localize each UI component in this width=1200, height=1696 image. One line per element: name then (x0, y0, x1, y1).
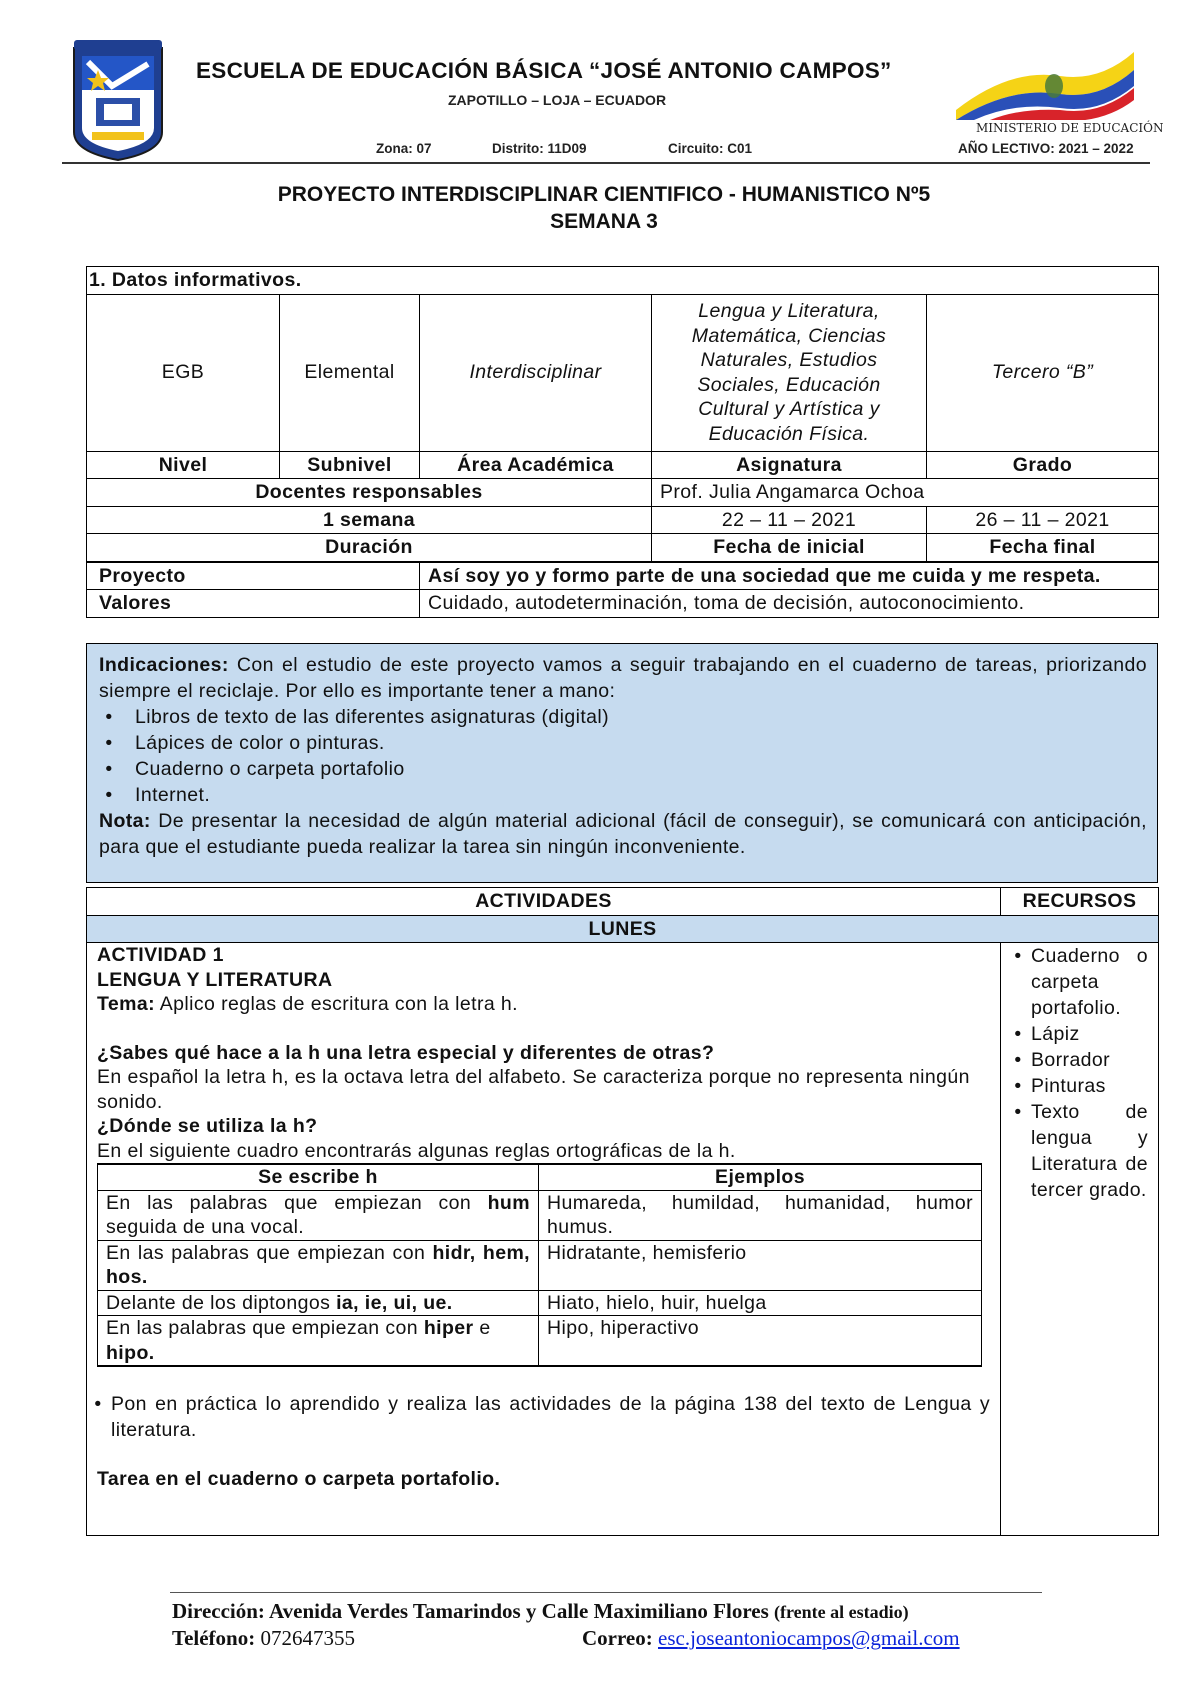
question-1: ¿Sabes qué hace a la h una letra especial y diferentes de otras? (97, 1041, 715, 1064)
indicaciones-box (86, 643, 1158, 883)
rule-bold: hipo. (106, 1341, 155, 1364)
ministerio-label: MINISTERIO DE EDUCACIÓN (976, 121, 1164, 135)
area-label: Área Académica (420, 451, 652, 479)
datos-informativos-table (86, 266, 1158, 618)
rule-examples: Hiato, hielo, huir, huelga (539, 1290, 982, 1316)
rule-bold: hidr, hem, hos. (106, 1241, 530, 1288)
fecha-inicial-label: Fecha de inicial (652, 534, 927, 562)
list-item: • Cuaderno o carpeta portafolio (127, 756, 1147, 782)
list-item: • Texto de lengua y Literatura de tercer grado. (1027, 1099, 1148, 1203)
correo-label: Correo: (582, 1626, 653, 1650)
ecuador-flag-icon (950, 48, 1140, 120)
direccion-label: Dirección: (172, 1599, 265, 1623)
datos-heading: 1. Datos informativos. (87, 267, 1159, 295)
page-title: PROYECTO INTERDISCIPLINAR CIENTIFICO - HUMANISTICO Nº5 (277, 183, 931, 206)
rule-bold: hiper (423, 1317, 474, 1339)
fecha-inicial-value: 22 – 11 – 2021 (652, 506, 927, 534)
page-subtitle: SEMANA 3 (550, 210, 658, 233)
list-item: • Pon en práctica lo aprendido y realiza las actividades de la página 138 del texto de Lengua y literatura. (107, 1391, 990, 1443)
direccion-note: (frente al estadio) (774, 1602, 909, 1622)
activity-subject: LENGUA Y LITERATURA (97, 968, 333, 991)
school-name: ESCUELA DE EDUCACIÓN BÁSICA “JOSÉ ANTONIO CAMPOS” (196, 58, 892, 83)
duracion-value: 1 semana (87, 506, 652, 534)
list-item: • Borrador (1027, 1047, 1148, 1073)
rules-table (97, 1163, 982, 1367)
rule-text: seguida de una vocal. (106, 1216, 305, 1238)
table-row (98, 1240, 982, 1290)
area-value: Interdisciplinar (420, 294, 652, 451)
proyecto-value: Así soy yo y formo parte de una sociedad que me cuida y me respeta. (420, 562, 1159, 590)
table-row (98, 1190, 982, 1240)
telefono-label: Teléfono: (172, 1626, 256, 1650)
grado-label: Grado (927, 451, 1159, 479)
duracion-label: Duración (87, 534, 652, 562)
nota-label: Nota: (99, 810, 151, 832)
recursos-header: RECURSOS (1001, 888, 1159, 916)
day-header: LUNES (87, 915, 1159, 943)
circuito-label: Circuito: C01 (668, 141, 753, 156)
rule-text: En las palabras que empiezan con (106, 1191, 488, 1214)
indicaciones-label: Indicaciones: (99, 654, 229, 676)
nivel-label: Nivel (87, 451, 280, 479)
list-item: • Pinturas (1027, 1073, 1148, 1099)
footer-divider (170, 1592, 1042, 1593)
list-item: • Internet. (127, 782, 1147, 808)
grado-value: Tercero “B” (927, 294, 1159, 451)
tema-label: Tema: (97, 993, 155, 1015)
footer-email (582, 1626, 960, 1651)
actividades-table (86, 887, 1158, 1536)
paragraph-1: En español la letra h, es la octava letra del alfabeto. Se caracteriza porque no representa ningún sonido. (97, 1066, 970, 1113)
asignatura-value: Lengua y Literatura, Matemática, Ciencias Naturales, Estudios Sociales, Educación Cultural y Artística y Educación Física. (652, 294, 927, 451)
rule-examples: Humareda, humildad, humanidad, humor humus. (539, 1190, 982, 1240)
footer-phone (172, 1626, 355, 1651)
materials-list (99, 704, 1147, 808)
activity-title: ACTIVIDAD 1 (97, 944, 224, 966)
rule-examples: Hidratante, hemisferio (539, 1240, 982, 1290)
nota-text: De presentar la necesidad de algún material adicional (fácil de conseguir), se comunicará con anticipación, para que el estudiante pueda realizar la tarea sin ningún inconveniente. (99, 810, 1147, 858)
valores-label: Valores (87, 590, 420, 618)
list-item: • Cuaderno o carpeta portafolio. (1027, 943, 1148, 1021)
list-item: • Libros de texto de las diferentes asignaturas (digital) (127, 704, 1147, 730)
tema-text: Aplico reglas de escritura con la letra h. (155, 993, 518, 1015)
telefono-value: 072647355 (255, 1626, 355, 1650)
footer-address (172, 1599, 909, 1624)
table-row (98, 1290, 982, 1316)
rule-text: En las palabras que empiezan con (106, 1317, 424, 1339)
rule-examples: Hipo, hiperactivo (539, 1316, 982, 1367)
rule-text: En las palabras que empiezan con (106, 1241, 433, 1264)
list-item: • Lápiz (1027, 1021, 1148, 1047)
question-2: ¿Dónde se utiliza la h? (97, 1115, 318, 1137)
valores-value: Cuidado, autodeterminación, toma de decisión, autoconocimiento. (420, 590, 1159, 618)
rule-text: e (473, 1317, 491, 1339)
practice-list (97, 1391, 990, 1443)
direccion-text: Avenida Verdes Tamarindos y Calle Maximiliano Flores (264, 1599, 775, 1623)
header-divider (62, 162, 1150, 164)
tarea-note: Tarea en el cuaderno o carpeta portafolio. (97, 1468, 501, 1490)
anio-lectivo: AÑO LECTIVO: 2021 – 2022 (958, 141, 1134, 156)
proyecto-label: Proyecto (87, 562, 420, 590)
fecha-final-value: 26 – 11 – 2021 (927, 506, 1159, 534)
recursos-list (1017, 943, 1148, 1203)
examples-col-header: Ejemplos (539, 1164, 982, 1190)
school-location: ZAPOTILLO – LOJA – ECUADOR (448, 92, 667, 108)
rule-bold: hum (487, 1191, 530, 1214)
actividades-header: ACTIVIDADES (87, 888, 1001, 916)
subnivel-value: Elemental (280, 294, 420, 451)
distrito-label: Distrito: 11D09 (492, 141, 587, 156)
rule-bold: ia, ie, ui, ue. (336, 1291, 453, 1314)
nivel-value: EGB (87, 294, 280, 451)
list-item: • Lápices de color o pinturas. (127, 730, 1147, 756)
rules-col-header: Se escribe h (98, 1164, 539, 1190)
docentes-label: Docentes responsables (87, 479, 652, 507)
rule-text: Delante de los diptongos (106, 1291, 337, 1314)
subnivel-label: Subnivel (280, 451, 420, 479)
zona-label: Zona: 07 (376, 141, 432, 156)
docentes-value: Prof. Julia Angamarca Ochoa (652, 479, 1159, 507)
indicaciones-text: Con el estudio de este proyecto vamos a seguir trabajando en el cuaderno de tareas, priorizando siempre el reciclaje. Por ello es importante tener a mano: (99, 654, 1147, 702)
paragraph-2: En el siguiente cuadro encontrarás algunas reglas ortográficas de la h. (97, 1139, 736, 1162)
email-link[interactable]: esc.joseantoniocampos@gmail.com (658, 1626, 960, 1650)
fecha-final-label: Fecha final (927, 534, 1159, 562)
asignatura-label: Asignatura (652, 451, 927, 479)
school-crest-icon (68, 40, 168, 162)
table-row (98, 1316, 982, 1367)
